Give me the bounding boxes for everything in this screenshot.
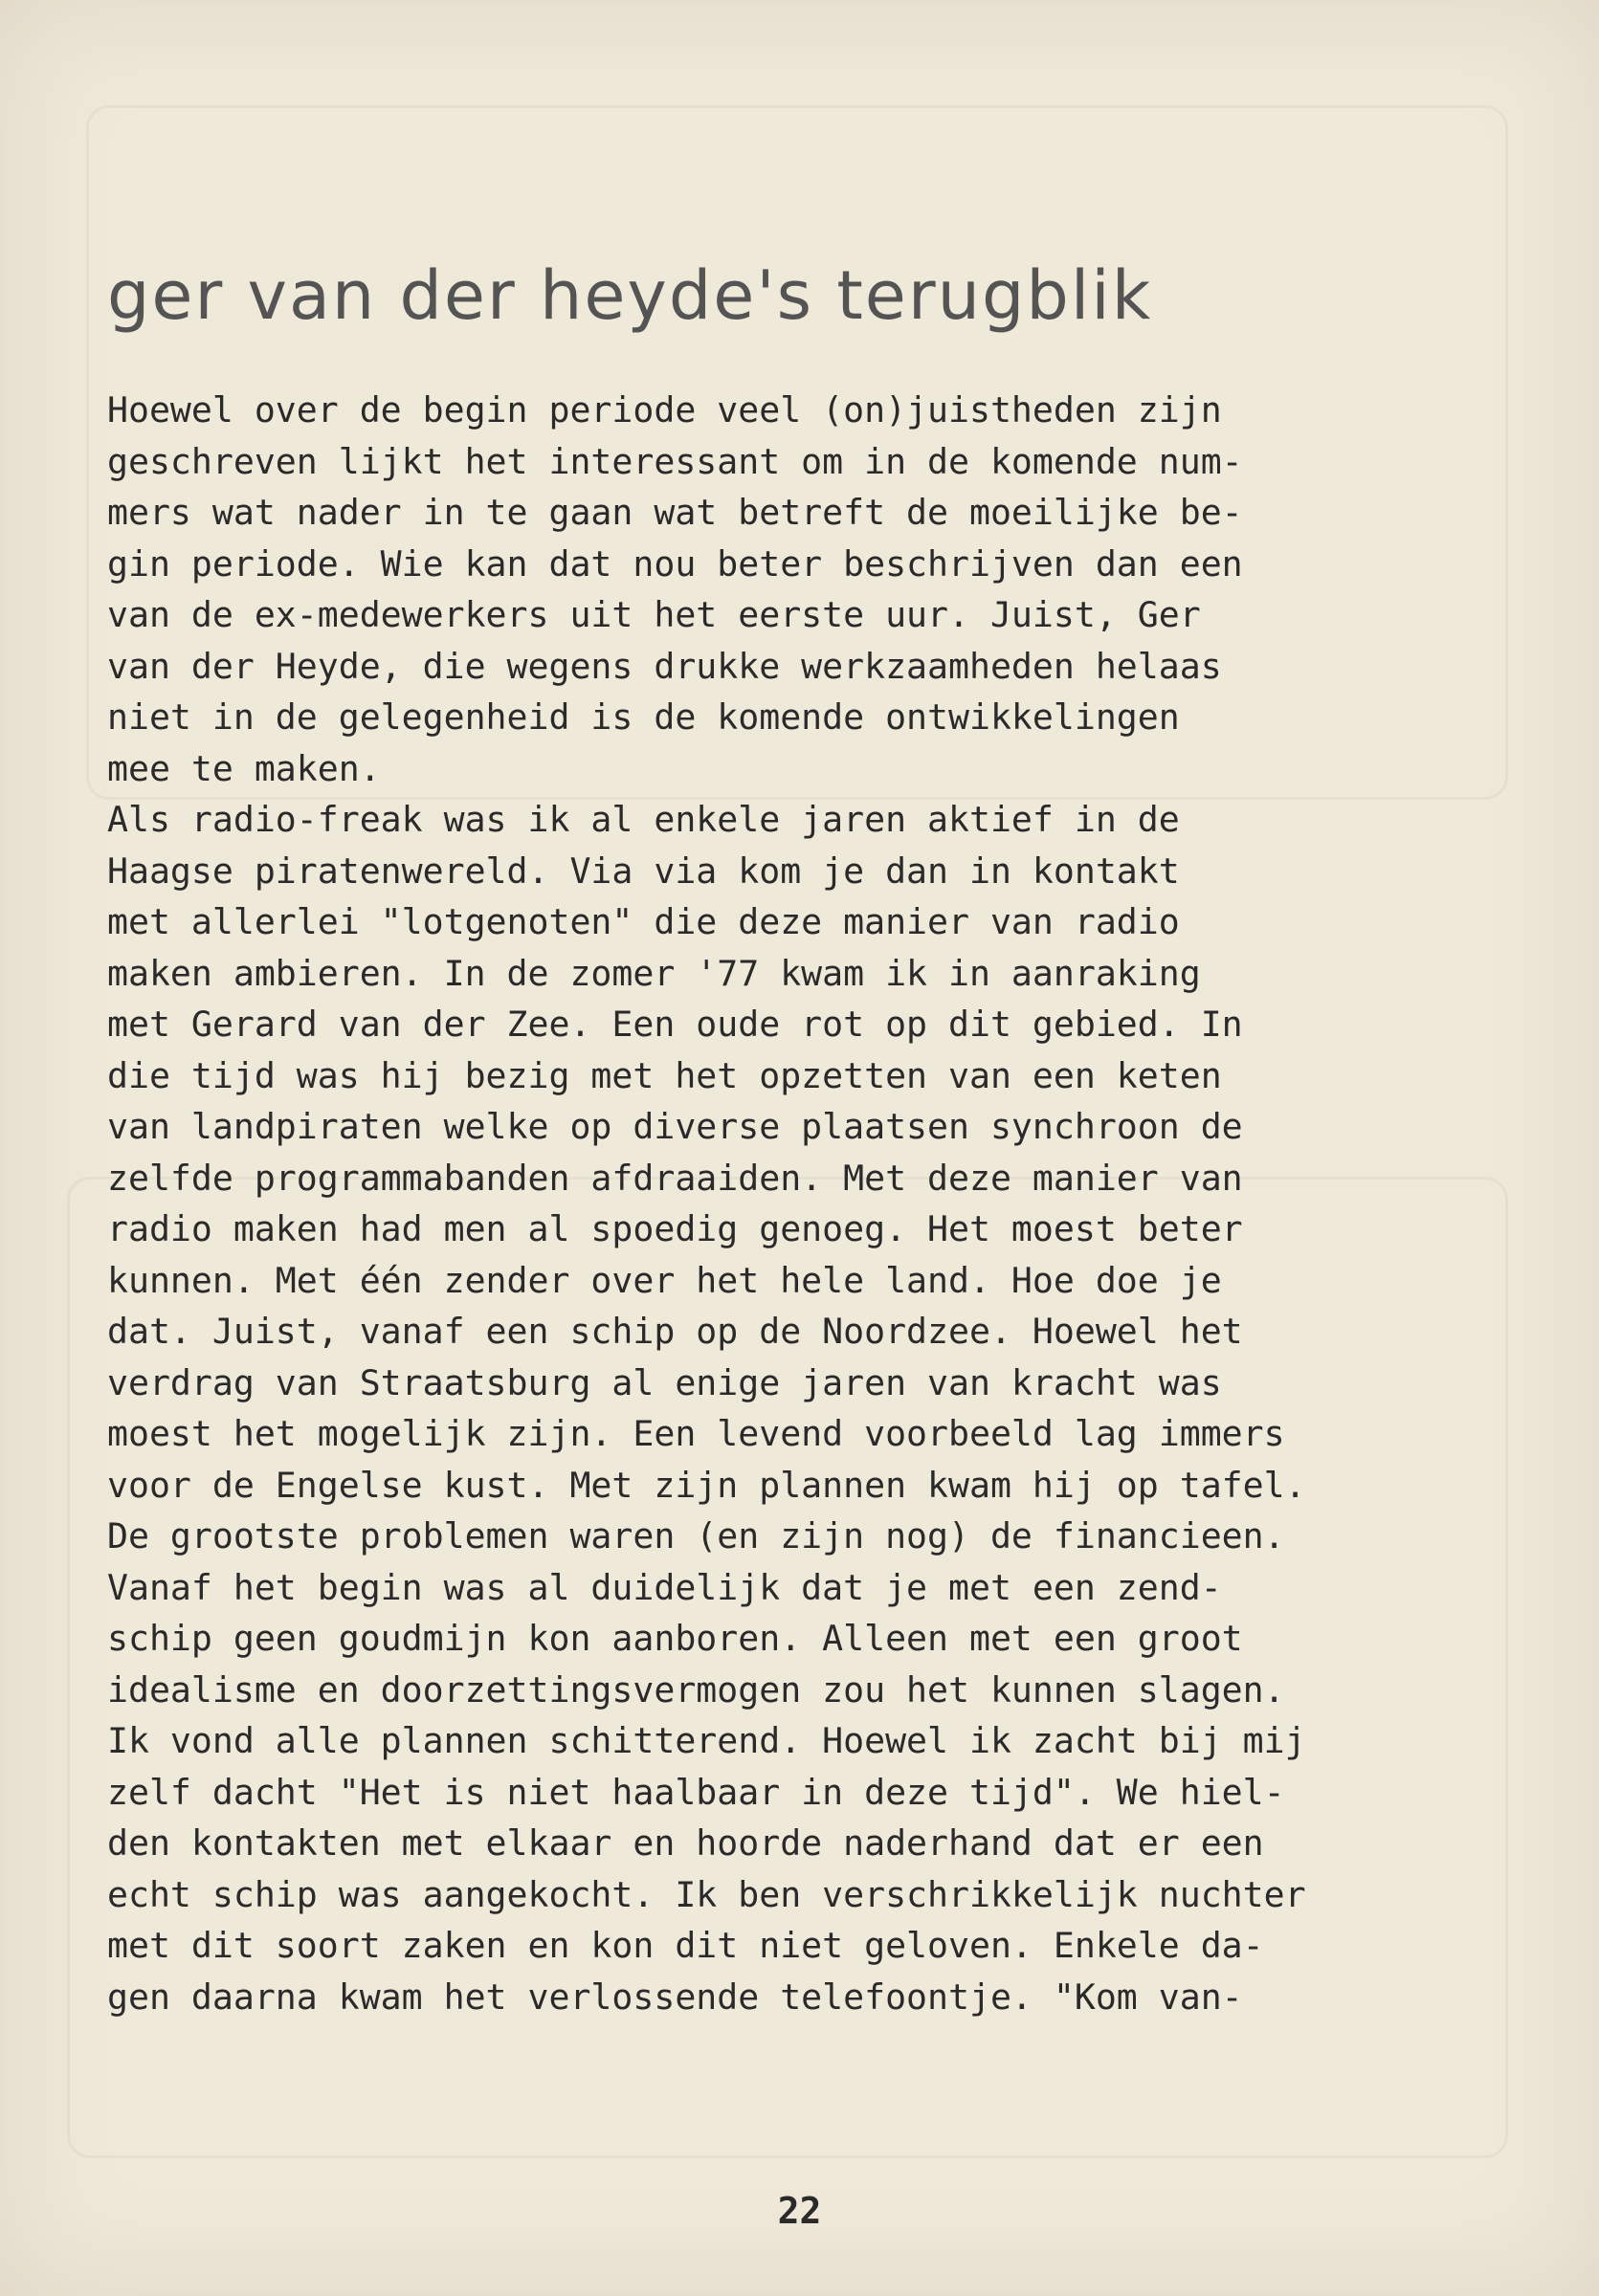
- text-line: verdrag van Straatsburg al enige jaren van kracht was: [107, 1361, 1222, 1403]
- text-line: De grootste problemen waren (en zijn nog) de financieen.: [107, 1515, 1285, 1556]
- article-title: ger van der heyde's terugblik: [107, 256, 1153, 335]
- text-line: geschreven lijkt het interessant om in de komende num-: [107, 440, 1243, 482]
- text-line: maken ambieren. In de zomer '77 kwam ik in aanraking: [107, 952, 1201, 994]
- text-line: echt schip was aangekocht. Ik ben verschrikkelijk nuchter: [107, 1873, 1306, 1915]
- text-line: zelfde programmabanden afdraaiden. Met deze manier van: [107, 1157, 1243, 1199]
- text-line: die tijd was hij bezig met het opzetten van een keten: [107, 1054, 1222, 1096]
- text-line: met Gerard van der Zee. Een oude rot op dit gebied. In: [107, 1004, 1243, 1045]
- text-line: gin periode. Wie kan dat nou beter beschrijven dan een: [107, 542, 1243, 585]
- text-line: met allerlei "lotgenoten" die deze manier van radio: [107, 901, 1180, 942]
- text-line: voor de Engelse kust. Met zijn plannen kwam hij op tafel.: [107, 1464, 1306, 1506]
- article-body: [107, 385, 1533, 2022]
- text-line: moest het mogelijk zijn. Een levend voorbeeld lag immers: [107, 1413, 1285, 1454]
- text-line: idealisme en doorzettingsvermogen zou het kunnen slagen.: [107, 1668, 1285, 1711]
- text-line: zelf dacht "Het is niet haalbaar in deze tijd". We hiel-: [107, 1771, 1285, 1813]
- text-line: dat. Juist, vanaf een schip op de Noordzee. Hoewel het: [107, 1311, 1243, 1352]
- text-line: Haagse piratenwereld. Via via kom je dan in kontakt: [107, 850, 1180, 892]
- text-line: van de ex-medewerkers uit het eerste uur. Juist, Ger: [107, 594, 1201, 635]
- text-line: niet in de gelegenheid is de komende ontwikkelingen: [107, 696, 1180, 738]
- text-line: mers wat nader in te gaan wat betreft de moeilijke be-: [107, 492, 1243, 533]
- text-line: Als radio-freak was ik al enkele jaren aktief in de: [107, 799, 1180, 840]
- text-line: Ik vond alle plannen schitterend. Hoewel ik zacht bij mij: [107, 1720, 1306, 1761]
- text-line: Hoewel over de begin periode veel (on)juistheden zijn: [107, 389, 1222, 430]
- text-line: schip geen goudmijn kon aanboren. Alleen met een groot: [107, 1618, 1243, 1659]
- text-line: gen daarna kwam het verlossende telefoontje. "Kom van-: [107, 1976, 1243, 2018]
- text-line: den kontakten met elkaar en hoorde naderhand dat er een: [107, 1822, 1264, 1864]
- page-number: 22: [777, 2190, 822, 2232]
- text-line: van der Heyde, die wegens drukke werkzaamheden helaas: [107, 645, 1222, 687]
- text-line: Vanaf het begin was al duidelijk dat je met een zend-: [107, 1566, 1222, 1608]
- text-line: radio maken had men al spoedig genoeg. Het moest beter: [107, 1208, 1243, 1249]
- text-line: van landpiraten welke op diverse plaatsen synchroon de: [107, 1106, 1243, 1147]
- text-line: mee te maken.: [107, 747, 381, 789]
- text-line: met dit soort zaken en kon dit niet geloven. Enkele da-: [107, 1925, 1264, 1966]
- text-line: kunnen. Met één zender over het hele land. Hoe doe je: [107, 1259, 1222, 1301]
